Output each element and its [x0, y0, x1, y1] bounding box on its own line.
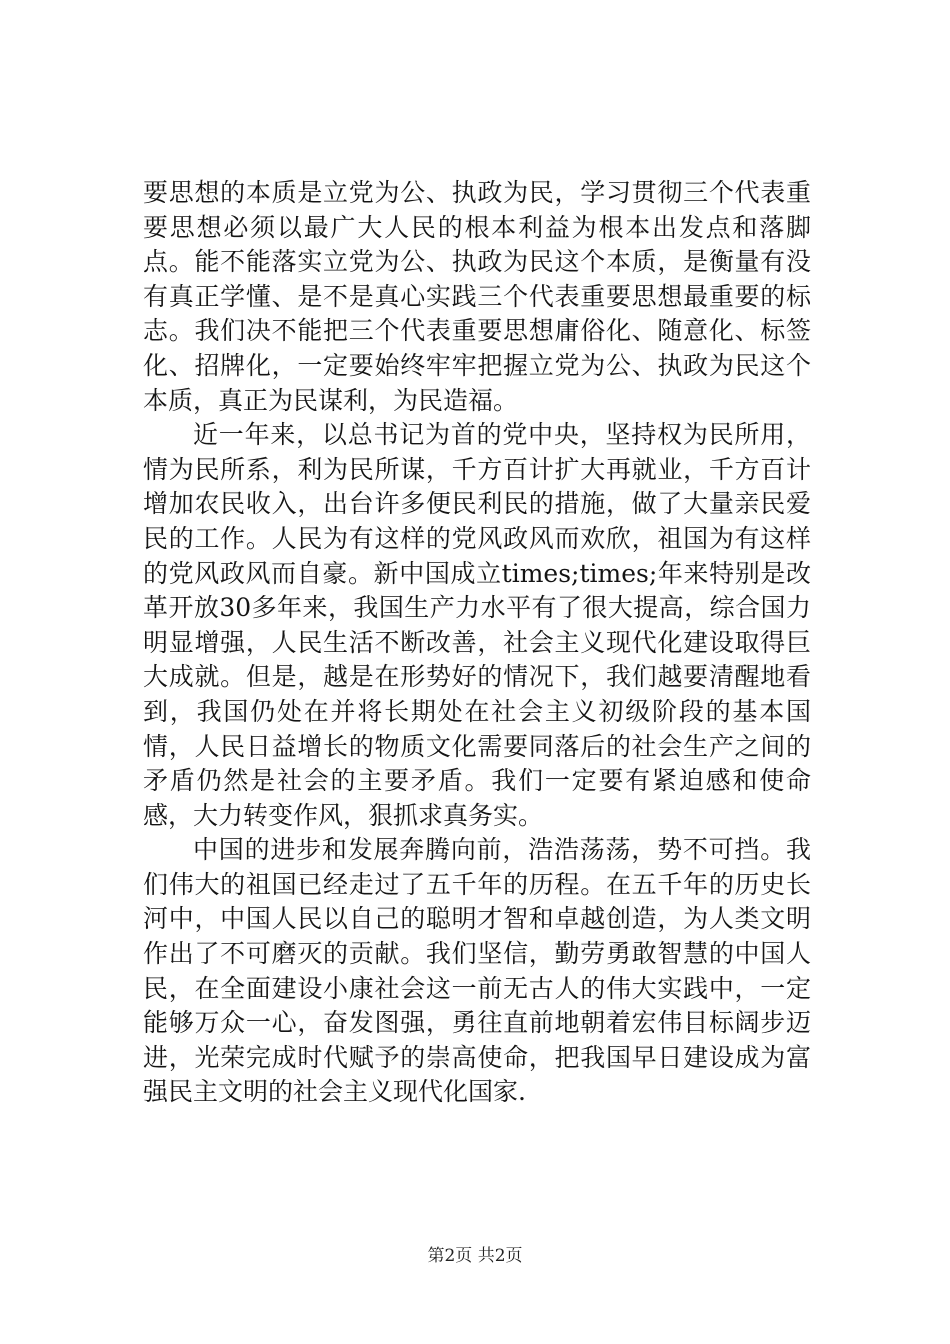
document-body: [143, 176, 811, 1110]
paragraph-3: 中国的进步和发展奔腾向前，浩浩荡荡，势不可挡。我们伟大的祖国已经走过了五千年的历程。在五千年的历史长河中，中国人民以自己的聪明才智和卓越创造，为人类文明作出了不可磨灭的贡献。我们坚信，勤劳勇敢智慧的中国人民，在全面建设小康社会这一前无古人的伟大实践中，一定能够万众一心，奋发图强，勇往直前地朝着宏伟目标阔步迈进，光荣完成时代赋予的崇高使命，把我国早日建设成为富强民主文明的社会主义现代化国家.: [143, 835, 811, 1107]
page-footer: 第2页 共2页: [427, 1246, 523, 1266]
paragraph-1: 要思想的本质是立党为公、执政为民，学习贯彻三个代表重要思想必须以最广大人民的根本利益为根本出发点和落脚点。能不能落实立党为公、执政为民这个本质，是衡量有没有真正学懂、是不是真心实践三个代表重要思想最重要的标志。我们决不能把三个代表重要思想庸俗化、随意化、标签化、招牌化，一定要始终牢牢把握立党为公、执政为民这个本质，真正为民谋利，为民造福。: [143, 178, 811, 415]
paragraph-2: 近一年来，以总书记为首的党中央，坚持权为民所用，情为民所系，利为民所谋，千方百计扩大再就业，千方百计增加农民收入，出台许多便民利民的措施，做了大量亲民爱民的工作。人民为有这样的党风政风而欢欣，祖国为有这样的党风政风而自豪。新中国成立times;times;年来特别是改革开放30多年来，我国生产力水平有了很大提高，综合国力明显增强，人民生活不断改善，社会主义现代化建设取得巨大成就。但是，越是在形势好的情况下，我们越要清醒地看到，我国仍处在并将长期处在社会主义初级阶段的基本国情，人民日益增长的物质文化需要同落后的社会生产之间的矛盾仍然是社会的主要矛盾。我们一定要有紧迫感和使命感，大力转变作风，狠抓求真务实。: [143, 420, 811, 830]
